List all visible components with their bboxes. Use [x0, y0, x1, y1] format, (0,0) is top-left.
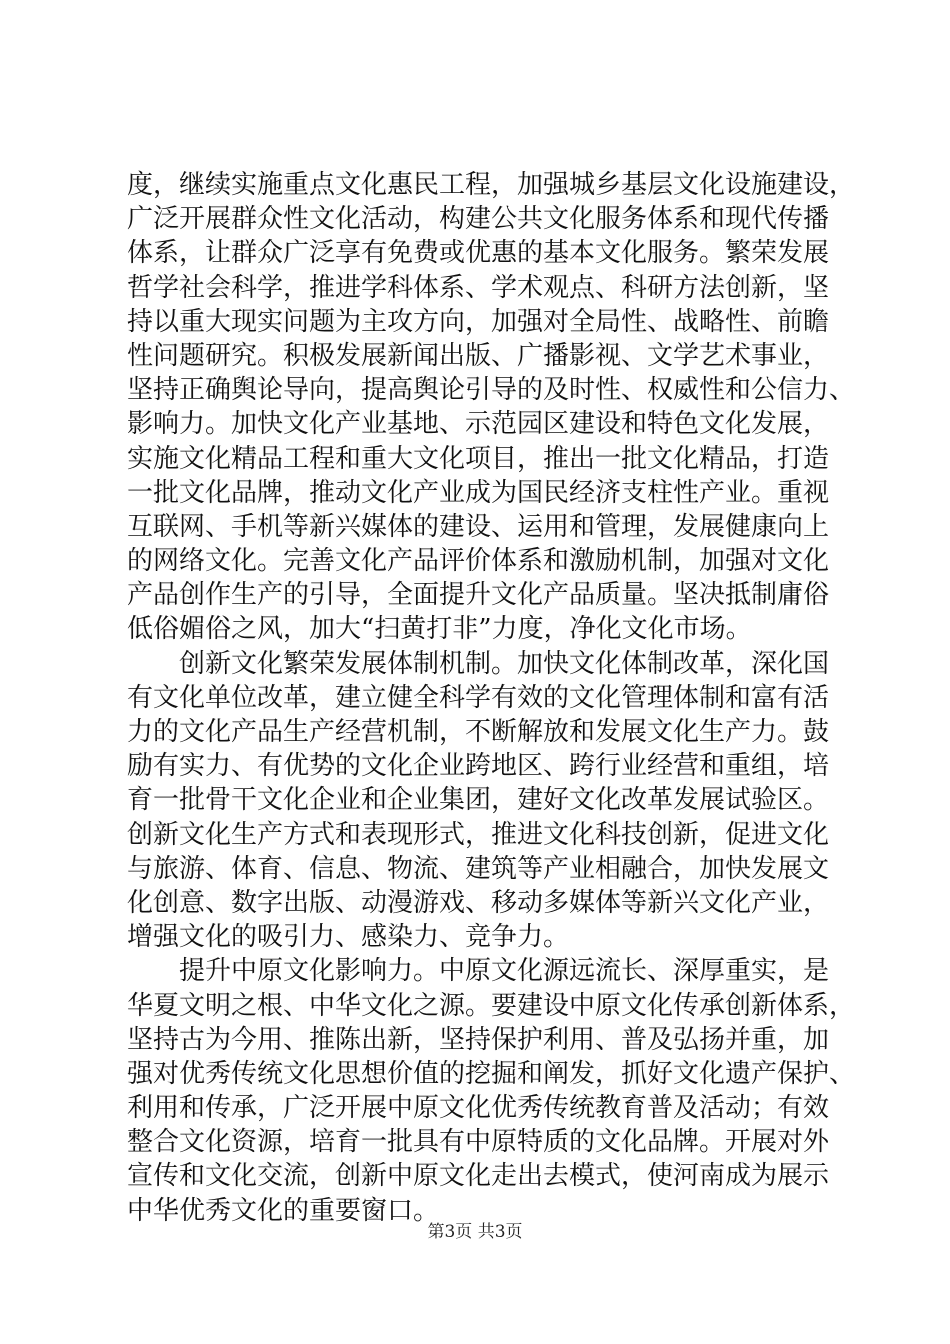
text-line: 的网络文化。完善文化产品评价体系和激励机制，加强对文化: [127, 546, 830, 577]
text-line: 与旅游、体育、信息、物流、建筑等产业相融合，加快发展文: [127, 853, 830, 884]
text-line: 互联网、手机等新兴媒体的建设、运用和管理，发展健康向上: [127, 511, 830, 542]
text-line: 持以重大现实问题为主攻方向，加强对全局性、战略性、前瞻: [127, 306, 830, 337]
text-line: 一批文化品牌，推动文化产业成为国民经济支柱性产业。重视: [127, 477, 830, 508]
text-line: 中华优秀文化的重要窗口。: [127, 1195, 440, 1226]
text-line: 哲学社会科学，推进学科体系、学术观点、科研方法创新，坚: [127, 272, 830, 303]
text-line: 创新文化生产方式和表现形式，推进文化科技创新，促进文化: [127, 819, 830, 850]
text-line: 产品创作生产的引导，全面提升文化产品质量。坚决抵制庸俗: [127, 580, 830, 611]
paragraph-start-line: 提升中原文化影响力。中原文化源远流长、深厚重实，是: [179, 956, 830, 987]
text-line: 增强文化的吸引力、感染力、竞争力。: [127, 922, 570, 953]
text-line: 有文化单位改革，建立健全科学有效的文化管理体制和富有活: [127, 682, 830, 713]
text-line: 影响力。加快文化产业基地、示范园区建设和特色文化发展，: [127, 409, 830, 440]
text-line: 励有实力、有优势的文化企业跨地区、跨行业经营和重组，培: [127, 751, 830, 782]
text-line: 坚持古为今用、推陈出新，坚持保护利用、普及弘扬并重，加: [127, 1024, 830, 1055]
text-line: 宣传和文化交流，创新中原文化走出去模式，使河南成为展示: [127, 1161, 830, 1192]
paragraph-start-line: 创新文化繁荣发展体制机制。加快文化体制改革，深化国: [179, 648, 830, 679]
text-line: 强对优秀传统文化思想价值的挖掘和阐发，抓好文化遗产保护、: [127, 1058, 856, 1089]
text-line: 度，继续实施重点文化惠民工程，加强城乡基层文化设施建设，: [127, 170, 856, 200]
text-line: 育一批骨干文化企业和企业集团，建好文化改革发展试验区。: [127, 785, 830, 816]
document-body: [127, 168, 856, 1228]
text-line: 坚持正确舆论导向，提高舆论引导的及时性、权威性和公信力、: [127, 375, 856, 406]
text-line: 广泛开展群众性文化活动，构建公共文化服务体系和现代传播: [127, 204, 830, 235]
text-line: 实施文化精品工程和重大文化项目，推出一批文化精品，打造: [127, 443, 830, 474]
text-line: 化创意、数字出版、动漫游戏、移动多媒体等新兴文化产业，: [127, 887, 830, 918]
text-line: 整合文化资源，培育一批具有中原特质的文化品牌。开展对外: [127, 1127, 830, 1158]
text-line: 性问题研究。积极发展新闻出版、广播影视、文学艺术事业，: [127, 340, 830, 371]
text-line: 力的文化产品生产经营机制，不断解放和发展文化生产力。鼓: [127, 717, 830, 747]
text-line: 华夏文明之根、中华文化之源。要建设中原文化传承创新体系，: [127, 990, 856, 1021]
text-line: 低俗媚俗之风，加大“扫黄打非”力度，净化文化市场。: [127, 614, 752, 645]
page-number-footer: 第3页 共3页: [427, 1222, 523, 1242]
text-line: 利用和传承，广泛开展中原文化优秀传统教育普及活动；有效: [127, 1093, 830, 1124]
text-line: 体系，让群众广泛享有免费或优惠的基本文化服务。繁荣发展: [127, 238, 830, 269]
